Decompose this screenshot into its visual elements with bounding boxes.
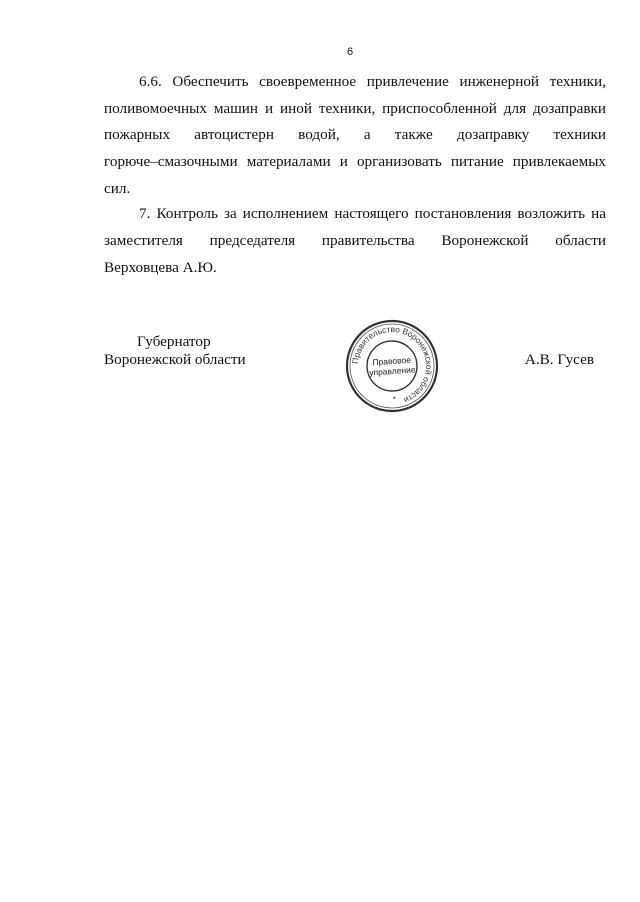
stamp-seal	[341, 315, 443, 417]
signature-name: А.В. Гусев	[524, 351, 594, 368]
stamp-star: *	[392, 394, 397, 405]
paragraph-7-line-2: заместителя председателя правительства Воронежской области	[104, 232, 606, 249]
paragraph-7-line-3: Верховцева А.Ю.	[104, 259, 217, 276]
signature-title-region: Воронежской области	[104, 351, 246, 368]
stamp-center-line-1: Правовое	[372, 354, 412, 368]
stamp-ring-text: Правительство Воронежской области	[350, 323, 435, 406]
paragraph-6-6-line-4: горюче–смазочными материалами и организовать питание привлекаемых	[104, 153, 606, 170]
paragraph-6-6-line-5: сил.	[104, 180, 131, 197]
signature-title-governor: Губернатор	[137, 333, 211, 350]
page-number: 6	[346, 46, 354, 58]
official-stamp	[341, 315, 443, 417]
paragraph-7-line-1: 7. Контроль за исполнением настоящего постановления возложить на	[139, 205, 606, 222]
paragraph-6-6-line-1: 6.6. Обеспечить своевременное привлечение инженерной техники,	[139, 73, 606, 90]
stamp-center-line-2: управление	[368, 364, 416, 378]
paragraph-6-6-line-3: пожарных автоцистерн водой, а также дозаправку техники	[104, 126, 606, 143]
paragraph-6-6-line-2: поливомоечных машин и иной техники, приспособленной для дозаправки	[104, 100, 606, 117]
